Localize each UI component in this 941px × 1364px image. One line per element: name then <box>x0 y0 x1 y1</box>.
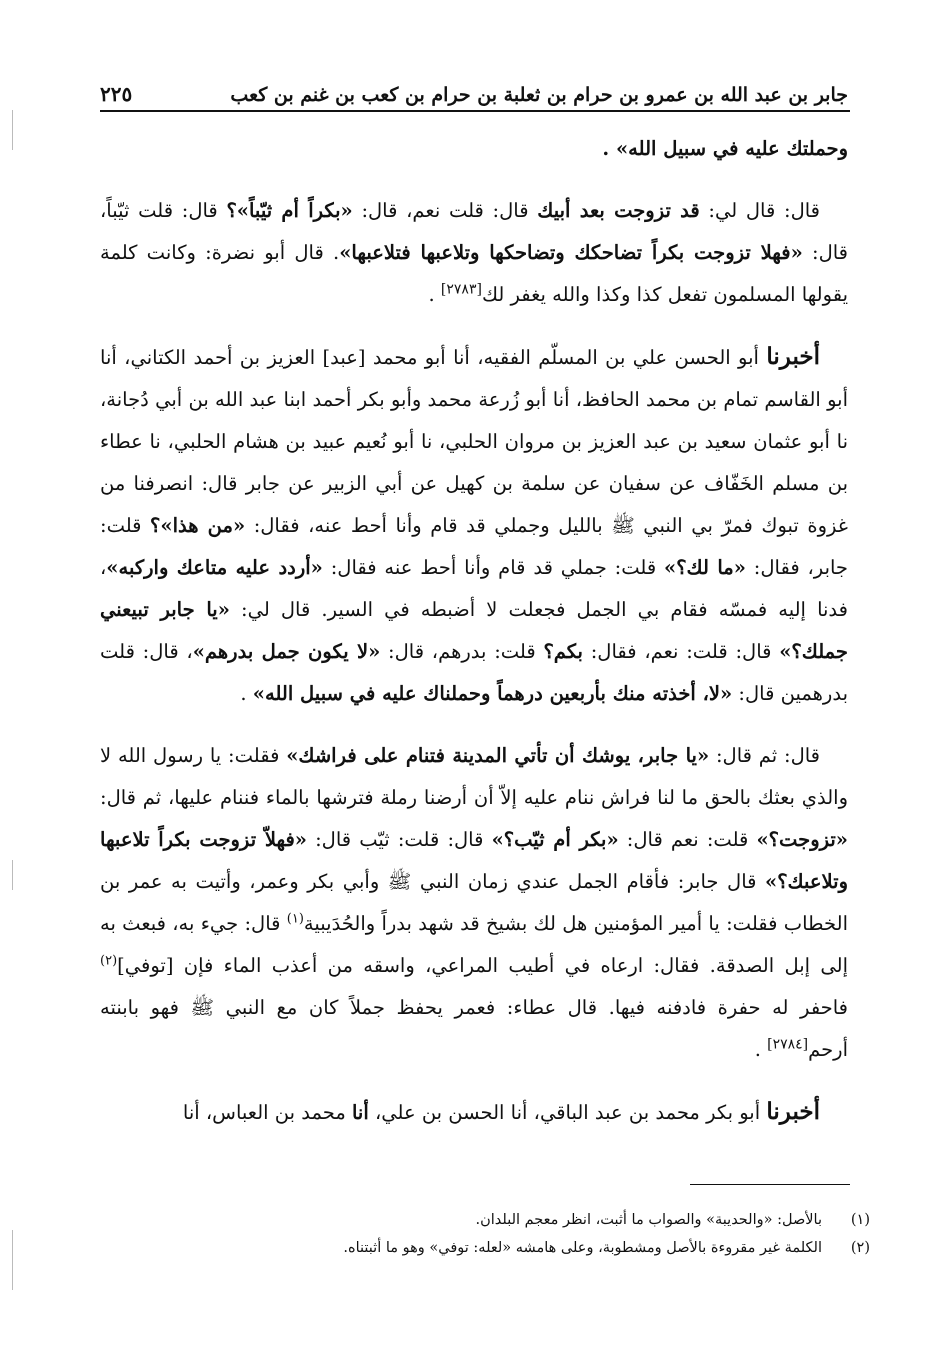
footnote-2 <box>100 1234 870 1262</box>
paragraph-3: أخبرنا أبو الحسن علي بن المسلّم الفقيه، أنا أبو محمد [عبد] العزيز بن أحمد الكتاني، أنا أبو القاسم تمام بن محمد الحافظ، أنا أبو زُرعة محمد وأبو بكر أحمد ابنا عبد الله بن أبي دُجانة، نا أبو عثمان سعيد بن عبد العزيز بن مروان الحلبي، نا أبو نُعيم عبيد بن هشام الحلبي، نا عطاء بن مسلم الخَفّاف عن سفيان عن سلمة بن كهيل عن أبي الزبير عن جابر قال: انصرفنا من غزوة تبوك فمرّ بي النبي ﷺ بالليل وجملي قد قام وأنا أحط عنه، فقال: «من هذا»؟ قلت: جابر، فقال: «ما لك؟» قلت: جملي قد قام وأنا أحط عنه فقال: «أردد عليه متاعك واركبه»، فدنا إليه فمسّه فقام بي الجمل فجعلت لا أضبطه في السير. قال لي: «يا جابر تبيعني جملك؟» قال: قلت: نعم، فقال: بكم؟ قلت: بدرهم، قال: «لا يكون جمل بدرهم»، قال: قلت بدرهمين قال: «لا، أخذته منك بأربعين درهماً وحملناك عليه في سبيل الله» . <box>100 343 848 705</box>
page-number: ٢٢٥ <box>100 82 133 106</box>
footnote-number: (١) <box>850 1212 870 1228</box>
hadith-number: [٢٧٨٣] <box>440 281 482 298</box>
footnote-number: (٢) <box>850 1240 870 1256</box>
paragraph-2: قال: قال لي: قد تزوجت بعد أبيك قال: قلت نعم، قال: «بكراً أم ثيّباً»؟ قال: قلت ثيّباً، قال: «فهلا تزوجت بكراً تضاحكك وتضاحكها وتلاعبها فتلاعبها». قال أبو نضرة: وكانت كلمة يقولها المسلمون تفعل كذا وكذا والله يغفر لك[٢٧٨٣] . <box>100 199 849 306</box>
running-title: جابر بن عبد الله بن عمرو بن حرام بن ثعلبة بن حرام بن كعب بن غنم بن كعب <box>230 84 848 106</box>
hadith-number: [٢٧٨٤] <box>767 1036 809 1053</box>
page-header <box>100 72 848 106</box>
paragraph-1: وحملتك عليه في سبيل الله» . <box>602 137 848 160</box>
scan-edge-mark <box>12 860 13 890</box>
narration-lead: أخبرنا <box>766 343 820 370</box>
footnote-marker-1: (١) <box>286 911 304 927</box>
narration-lead: أخبرنا <box>766 1098 820 1125</box>
footnote-1 <box>100 1206 870 1234</box>
paragraph-4: قال: ثم قال: «يا جابر، يوشك أن تأتي المدينة فتنام على فراشك» فقلت: يا رسول الله لا والذي بعثك بالحق ما لنا فراش ننام عليه إلاّ أن أرضنا رملة فترشها بالماء فننام عليها، ثم قال: «تزوجت؟» قلت: نعم قال: «بكر أم ثيّب؟» قال: قلت: ثيّب قال: «فهلاّ تزوجت بكراً تلاعبها وتلاعبك؟» قال جابر: فأقام الجمل عندي زمان النبي ﷺ وأبي بكر وعمر، وأتيت به عمر بن الخطاب فقلت: يا أمير المؤمنين هل لك بشيخ قد شهد بدراً والحُدَيبية$^{(١)}$ قال: جيء به، فبعث به إلى إبل الصدقة. فقال: ارعاه في أطيب المراعي، واسقه من أعذب الماء فإن [توفي]$^{(٢)}$ فاحفر له حفرة فادفنه فيها. قال عطاء: فعمر يحفظ جملاً كان مع النبي ﷺ فهو بابنته أرحم[٢٧٨٤] . <box>100 744 848 1061</box>
main-text <box>100 128 848 1154</box>
footnote-text: بالأصل: «والحديبة» والصواب ما أثبت، انظر معجم البلدان. <box>475 1212 822 1228</box>
footnote-text: الكلمة غير مقروءة بالأصل ومشطوبة، وعلى هامشه «لعله: توفي» وهو ما أثبتناه. <box>343 1240 822 1256</box>
footnote-marker-2: (٢) <box>100 953 118 969</box>
header-rule <box>100 110 850 112</box>
footnotes <box>100 1206 870 1262</box>
scan-edge-mark <box>12 1230 13 1290</box>
scan-edge-mark <box>12 110 13 150</box>
paragraph-5: أخبرنا أبو بكر محمد بن عبد الباقي، أنا الحسن بن علي، أنا محمد بن العباس، أنا <box>182 1098 820 1125</box>
footnote-rule <box>690 1184 850 1185</box>
